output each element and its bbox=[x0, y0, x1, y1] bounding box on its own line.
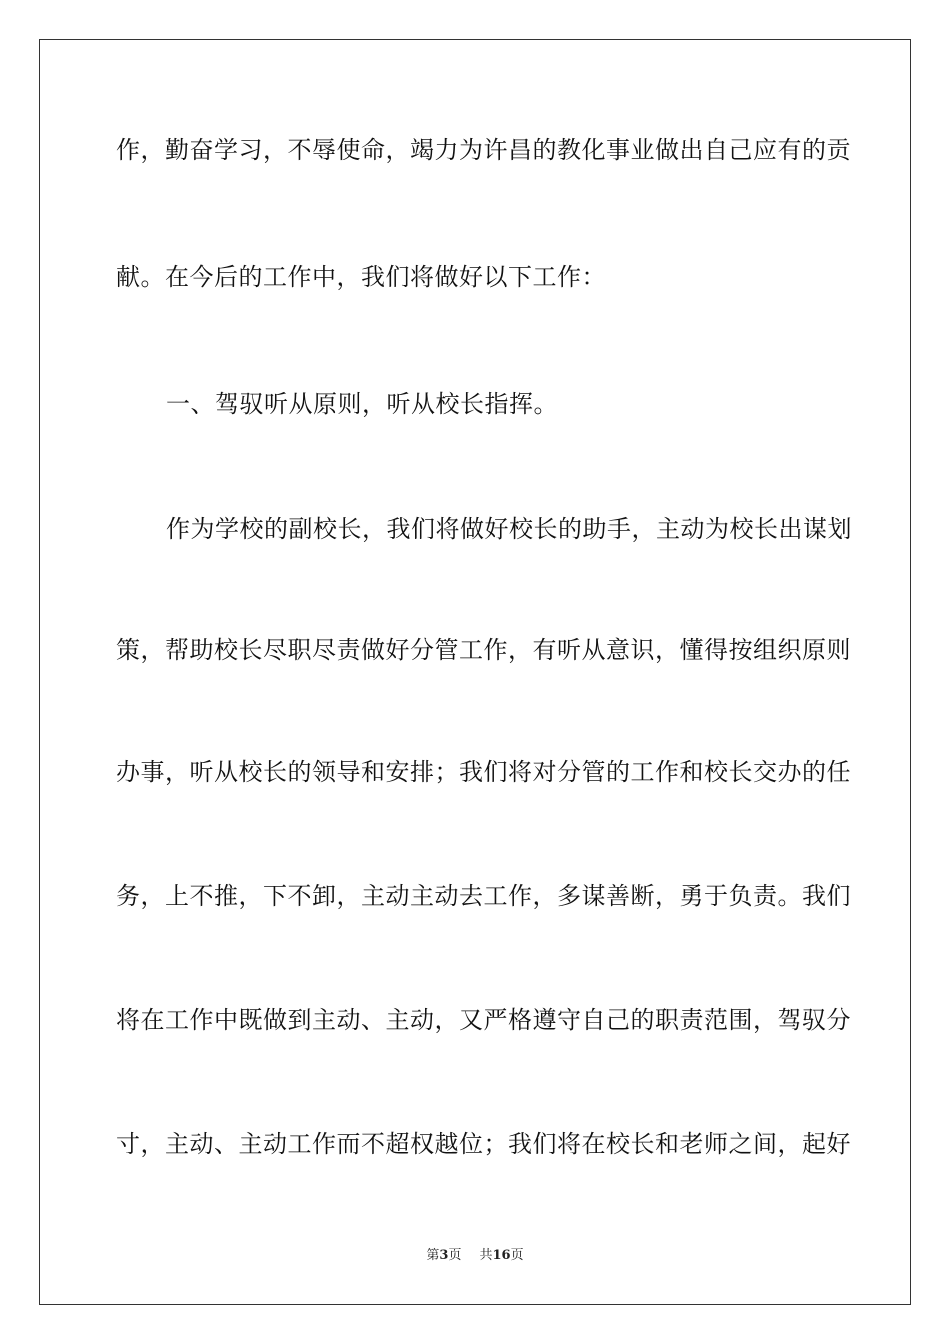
body-line-4: 作为学校的副校长，我们将做好校长的助手，主动为校长出谋划 bbox=[166, 515, 852, 543]
page-prefix: 第 bbox=[426, 1248, 440, 1263]
body-line-8: 将在工作中既做到主动、主动，又严格遵守自己的职责范围，驾驭分 bbox=[116, 1006, 851, 1034]
total-pages: 16 bbox=[492, 1248, 511, 1263]
section-heading: 一、驾驭听从原则，听从校长指挥。 bbox=[166, 390, 558, 418]
body-line-7: 务，上不推，下不卸，主动主动去工作，多谋善断，勇于负责。我们 bbox=[116, 882, 851, 910]
body-line-1: 作，勤奋学习，不辱使命，竭力为许昌的教化事业做出自己应有的贡 bbox=[116, 136, 851, 164]
body-line-2: 献。在今后的工作中，我们将做好以下工作： bbox=[116, 263, 606, 291]
page-suffix: 页 bbox=[448, 1248, 462, 1263]
body-line-6: 办事，听从校长的领导和安排；我们将对分管的工作和校长交办的任 bbox=[116, 758, 851, 786]
page-border bbox=[39, 39, 911, 1305]
body-line-5: 策，帮助校长尽职尽责做好分管工作，有听从意识，懂得按组织原则 bbox=[116, 636, 851, 664]
total-suffix: 页 bbox=[510, 1248, 524, 1263]
total-prefix: 共 bbox=[479, 1248, 493, 1263]
page-number: 3 bbox=[439, 1248, 449, 1263]
body-line-9: 寸，主动、主动工作而不超权越位；我们将在校长和老师之间，起好 bbox=[116, 1130, 851, 1158]
page-footer bbox=[0, 1247, 950, 1265]
